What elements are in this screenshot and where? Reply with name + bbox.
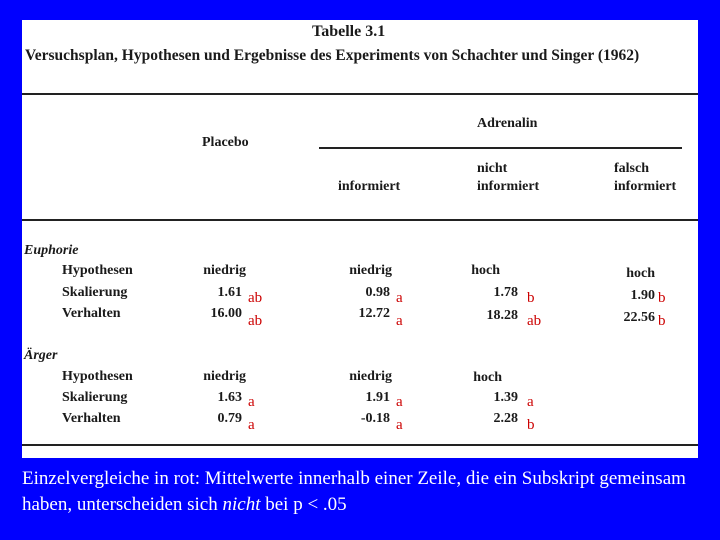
cell-value: 16.00 <box>210 306 242 321</box>
table-image <box>22 20 698 458</box>
table-title: Tabelle 3.1 <box>312 23 386 40</box>
cell-value: 12.72 <box>358 306 390 321</box>
header-nicht-1: nicht <box>477 161 508 176</box>
footnote-emphasis: nicht <box>222 494 261 515</box>
cell-value: 0.79 <box>217 411 242 426</box>
top-rule <box>22 93 698 95</box>
cell-value: 1.61 <box>217 285 242 300</box>
header-informiert: informiert <box>338 179 401 194</box>
subscript: a <box>527 394 534 410</box>
footnote-text: Einzelvergleiche in rot: Mittelwerte innerhalb einer Zeile, die ein Subskript gemeinsam haben, unterscheiden sich <box>22 468 686 515</box>
header-falsch-2: informiert <box>614 179 677 194</box>
row-label: Hypothesen <box>62 263 133 278</box>
header-nicht-2: informiert <box>477 179 540 194</box>
row-label: Verhalten <box>62 411 121 426</box>
cell-value: -0.18 <box>360 411 390 426</box>
cell-value: niedrig <box>203 263 246 278</box>
subscript: ab <box>248 313 263 329</box>
subscript: b <box>658 290 666 306</box>
subscript: a <box>396 290 403 306</box>
row-label: Hypothesen <box>62 369 133 384</box>
cell-value: 1.78 <box>493 285 518 300</box>
cell-value: 1.63 <box>217 390 242 405</box>
cell-value: niedrig <box>203 369 246 384</box>
cell-value: 2.28 <box>493 411 518 426</box>
group-label-euphorie: Euphorie <box>24 243 79 258</box>
subscript: a <box>396 394 403 410</box>
footnote-text-end: bei p < .05 <box>260 494 347 515</box>
subscript: b <box>527 417 535 433</box>
subscript: ab <box>527 313 542 329</box>
subscript: b <box>658 313 666 329</box>
subscript: a <box>396 417 403 433</box>
header-placebo: Placebo <box>202 135 249 150</box>
cell-value: niedrig <box>349 263 392 278</box>
row-label: Skalierung <box>62 285 128 300</box>
cell-value: 1.90 <box>630 288 655 303</box>
cell-value: 0.98 <box>365 285 390 300</box>
cell-value: 18.28 <box>486 308 518 323</box>
cell-value: niedrig <box>349 369 392 384</box>
cell-value: hoch <box>471 263 500 278</box>
header-falsch-1: falsch <box>614 161 649 176</box>
header-adrenalin: Adrenalin <box>477 116 538 131</box>
subscript: ab <box>248 290 263 306</box>
subscript: a <box>248 394 255 410</box>
subscript: b <box>527 290 535 306</box>
cell-value: hoch <box>626 266 655 281</box>
table-subtitle: Versuchsplan, Hypothesen und Ergebnisse des Experiments von Schachter und Singer (1962) <box>25 47 640 64</box>
adrenalin-rule <box>319 147 682 149</box>
cell-value: 1.39 <box>493 390 518 405</box>
subscript: a <box>248 417 255 433</box>
footnote <box>22 466 712 518</box>
row-label: Verhalten <box>62 306 121 321</box>
subscript: a <box>396 313 403 329</box>
row-label: Skalierung <box>62 390 128 405</box>
header-bottom-rule <box>22 219 698 221</box>
cell-value: 22.56 <box>623 310 655 325</box>
cell-value: hoch <box>473 370 502 385</box>
cell-value: 1.91 <box>365 390 390 405</box>
group-label-aerger: Ärger <box>24 348 58 363</box>
bottom-rule <box>22 444 698 446</box>
